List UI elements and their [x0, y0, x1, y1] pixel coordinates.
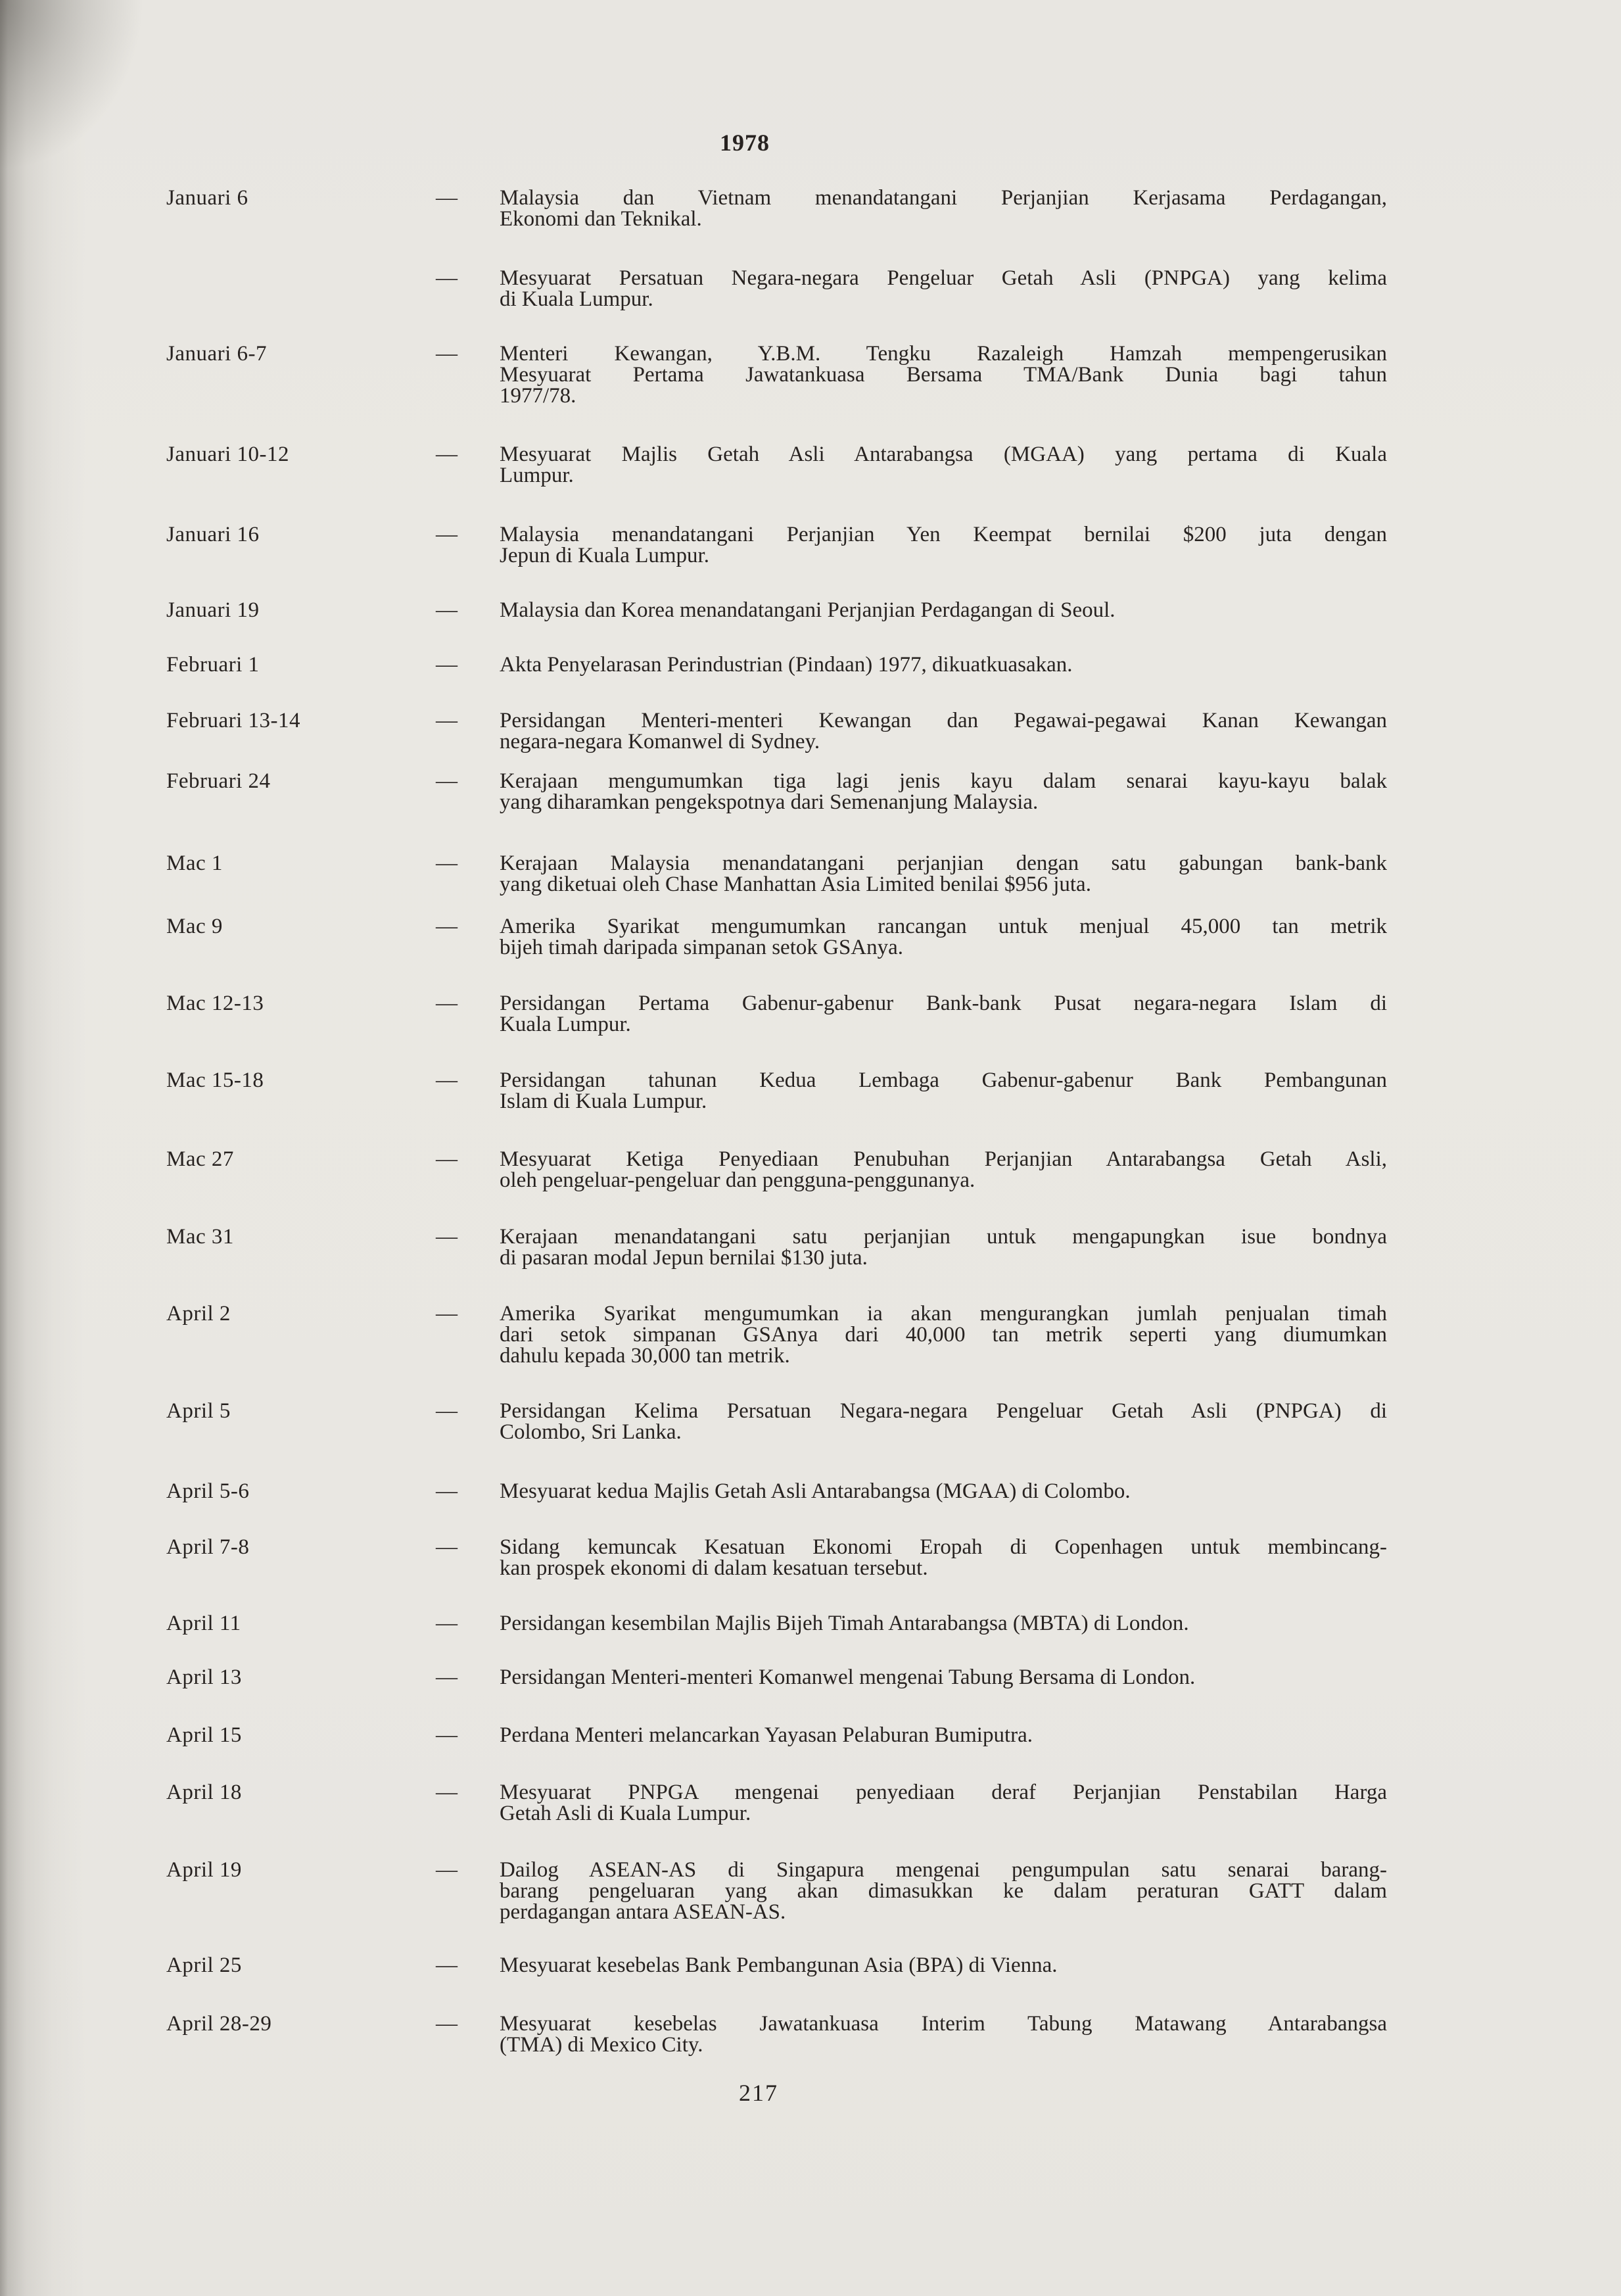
entry-description — [500, 1400, 1387, 1443]
timeline-entry — [166, 343, 1387, 406]
entry-description — [500, 1613, 1387, 1634]
entry-description-line: negara-negara Komanwel di Sydney. — [500, 730, 820, 753]
entry-date: April 7-8 — [166, 1535, 250, 1559]
timeline-entry — [166, 1667, 1387, 1688]
entry-description-line: Jepun di Kuala Lumpur. — [500, 544, 709, 567]
entry-description-line: Ekonomi dan Teknikal. — [500, 207, 702, 231]
entry-date: Mac 27 — [166, 1147, 234, 1171]
entry-dash: — — [436, 1147, 458, 1171]
timeline-entry — [166, 1400, 1387, 1443]
entry-dash: — — [436, 1225, 458, 1249]
entry-description-line: Amerika Syarikat mengumumkan rancangan untuk menjual 45,000 tan metrik — [500, 915, 1387, 938]
entry-description-line: Malaysia menandatangani Perjanjian Yen Keempat bernilai $200 juta dengan — [500, 523, 1387, 546]
entry-description-line: Persidangan Pertama Gabenur-gabenur Bank-bank Pusat negara-negara Islam di — [500, 992, 1387, 1015]
timeline-entry — [166, 268, 1387, 310]
entry-dash: — — [436, 653, 458, 677]
entry-dash: — — [436, 1535, 458, 1559]
entry-description-line: Colombo, Sri Lanka. — [500, 1420, 682, 1444]
timeline-entry — [166, 710, 1387, 752]
timeline-entry — [166, 2013, 1387, 2055]
entry-description-line: Persidangan Kelima Persatuan Negara-negara Pengeluar Getah Asli (PNPGA) di — [500, 1399, 1387, 1423]
entry-date: Mac 12-13 — [166, 992, 264, 1015]
entry-description-line: Amerika Syarikat mengumumkan ia akan mengurangkan jumlah penjualan timah — [500, 1302, 1387, 1326]
entry-description-line: Persidangan Menteri-menteri Kewangan dan Pegawai-pegawai Kanan Kewangan — [500, 709, 1387, 732]
timeline-entry — [166, 654, 1387, 675]
entry-description — [500, 1303, 1387, 1366]
entry-description-line: Mesyuarat kesebelas Jawatankuasa Interim Tabung Matawang Antarabangsa — [500, 2012, 1387, 2036]
entry-description-line: Persidangan tahunan Kedua Lembaga Gabenur-gabenur Bank Pembangunan — [500, 1068, 1387, 1092]
timeline-entry — [166, 916, 1387, 958]
entry-description-line: Perdana Menteri melancarkan Yayasan Pelaburan Bumiputra. — [500, 1723, 1033, 1747]
entry-description-line: barang pengeluaran yang akan dimasukkan ke dalam peraturan GATT dalam — [500, 1879, 1387, 1903]
entry-date: April 19 — [166, 1858, 242, 1882]
timeline-entry — [166, 524, 1387, 566]
entry-dash: — — [436, 709, 458, 732]
entry-dash: — — [436, 769, 458, 793]
entry-date: Mac 1 — [166, 851, 223, 875]
entry-date: Januari 19 — [166, 598, 260, 622]
entry-date: Januari 6 — [166, 186, 248, 210]
entry-dash: — — [436, 442, 458, 466]
entry-date: Februari 24 — [166, 769, 271, 793]
entry-date: Februari 13-14 — [166, 709, 301, 732]
entry-description — [500, 524, 1387, 566]
entry-description-line: 1977/78. — [500, 384, 576, 408]
entry-date: Mac 31 — [166, 1225, 234, 1249]
entry-description-line: bijeh timah daripada simpanan setok GSAnya. — [500, 936, 904, 959]
entry-description — [500, 710, 1387, 752]
entry-dash: — — [436, 266, 458, 290]
timeline-entry — [166, 853, 1387, 895]
timeline-entry — [166, 1955, 1387, 1976]
entry-description-line: Persidangan Menteri-menteri Komanwel mengenai Tabung Bersama di London. — [500, 1665, 1196, 1689]
entry-dash: — — [436, 523, 458, 546]
entry-date: April 28-29 — [166, 2012, 272, 2036]
entry-date: April 11 — [166, 1612, 241, 1635]
entry-description-line: (TMA) di Mexico City. — [500, 2033, 703, 2057]
timeline-entry — [166, 1226, 1387, 1268]
entry-dash: — — [436, 992, 458, 1015]
entry-description-line: Getah Asli di Kuala Lumpur. — [500, 1802, 751, 1825]
entry-description — [500, 916, 1387, 958]
timeline-entry — [166, 1782, 1387, 1824]
entry-description-line: Kuala Lumpur. — [500, 1013, 631, 1036]
entry-description — [500, 853, 1387, 895]
entry-description-line: Malaysia dan Korea menandatangani Perjanjian Perdagangan di Seoul. — [500, 598, 1116, 622]
entry-dash: — — [436, 342, 458, 366]
entry-description-line: yang diketuai oleh Chase Manhattan Asia Limited benilai $956 juta. — [500, 873, 1091, 896]
entry-description — [500, 1955, 1387, 1976]
entry-dash: — — [436, 851, 458, 875]
entry-description-line: kan prospek ekonomi di dalam kesatuan tersebut. — [500, 1556, 928, 1580]
entry-description-line: Kerajaan menandatangani satu perjanjian untuk mengapungkan isue bondnya — [500, 1225, 1387, 1249]
entry-date: Januari 16 — [166, 523, 260, 546]
timeline-entry — [166, 1070, 1387, 1112]
timeline-entry — [166, 1481, 1387, 1502]
entry-date: April 18 — [166, 1781, 242, 1804]
entry-description — [500, 654, 1387, 675]
entry-description-line: Dailog ASEAN-AS di Singapura mengenai pengumpulan satu senarai barang- — [500, 1858, 1387, 1882]
page-number: 217 — [739, 2080, 778, 2106]
timeline-entry — [166, 1149, 1387, 1191]
entry-description — [500, 600, 1387, 621]
entry-description — [500, 1782, 1387, 1824]
entry-dash: — — [436, 1068, 458, 1092]
entry-description — [500, 1859, 1387, 1923]
entry-description-line: Lumpur. — [500, 464, 574, 487]
timeline-entry — [166, 1613, 1387, 1634]
entry-date: Januari 10-12 — [166, 442, 290, 466]
entry-description-line: Akta Penyelarasan Perindustrian (Pindaan) 1977, dikuatkuasakan. — [500, 653, 1073, 677]
timeline-entry — [166, 771, 1387, 813]
entry-description-line: Menteri Kewangan, Y.B.M. Tengku Razaleigh Hamzah mempengerusikan — [500, 342, 1387, 366]
entry-description — [500, 2013, 1387, 2055]
entry-description — [500, 187, 1387, 229]
entry-date: Januari 6-7 — [166, 342, 268, 366]
page-left-edge-shadow — [0, 0, 85, 2296]
entry-dash: — — [436, 1953, 458, 1977]
timeline-entry — [166, 993, 1387, 1035]
entry-date: April 5-6 — [166, 1479, 250, 1503]
entry-date: Mac 9 — [166, 915, 223, 938]
entry-date: Mac 15-18 — [166, 1068, 264, 1092]
timeline-entry — [166, 1303, 1387, 1366]
timeline-entry — [166, 1859, 1387, 1923]
entry-description-line: Mesyuarat PNPGA mengenai penyediaan deraf Perjanjian Penstabilan Harga — [500, 1781, 1387, 1804]
entry-description-line: Kerajaan mengumumkan tiga lagi jenis kayu dalam senarai kayu-kayu balak — [500, 769, 1387, 793]
entry-description — [500, 771, 1387, 813]
entry-description-line: dahulu kepada 30,000 tan metrik. — [500, 1344, 790, 1368]
entry-description-line: perdagangan antara ASEAN-AS. — [500, 1900, 786, 1924]
year-heading: 1978 — [720, 130, 770, 156]
entry-date: April 15 — [166, 1723, 242, 1747]
entry-date: April 25 — [166, 1953, 242, 1977]
entry-description — [500, 343, 1387, 406]
entry-dash: — — [436, 1399, 458, 1423]
entry-description-line: di pasaran modal Jepun bernilai $130 juta. — [500, 1246, 868, 1270]
entry-description-line: oleh pengeluar-pengeluar dan pengguna-penggunanya. — [500, 1168, 975, 1192]
entry-description-line: Sidang kemuncak Kesatuan Ekonomi Eropah di Copenhagen untuk membincang- — [500, 1535, 1387, 1559]
entry-description — [500, 993, 1387, 1035]
entry-dash: — — [436, 915, 458, 938]
entry-description-line: Mesyuarat kesebelas Bank Pembangunan Asia (BPA) di Vienna. — [500, 1953, 1058, 1977]
timeline-entry — [166, 1537, 1387, 1579]
entry-description-line: Mesyuarat kedua Majlis Getah Asli Antarabangsa (MGAA) di Colombo. — [500, 1479, 1131, 1503]
entry-description — [500, 1537, 1387, 1579]
entry-description-line: di Kuala Lumpur. — [500, 287, 653, 311]
timeline-entry — [166, 187, 1387, 229]
entry-description-line: Mesyuarat Pertama Jawatankuasa Bersama TMA/Bank Dunia bagi tahun — [500, 363, 1387, 387]
entry-description-line: Mesyuarat Majlis Getah Asli Antarabangsa (MGAA) yang pertama di Kuala — [500, 442, 1387, 466]
entry-dash: — — [436, 1665, 458, 1689]
entry-description-line: Mesyuarat Persatuan Negara-negara Pengeluar Getah Asli (PNPGA) yang kelima — [500, 266, 1387, 290]
entry-description-line: dari setok simpanan GSAnya dari 40,000 tan metrik seperti yang diumumkan — [500, 1323, 1387, 1347]
entry-description-line: yang diharamkan pengekspotnya dari Semenanjung Malaysia. — [500, 790, 1039, 814]
entry-description-line: Persidangan kesembilan Majlis Bijeh Timah Antarabangsa (MBTA) di London. — [500, 1612, 1189, 1635]
entry-dash: — — [436, 1612, 458, 1635]
timeline-entry — [166, 444, 1387, 486]
entry-description — [500, 444, 1387, 486]
entry-description — [500, 1481, 1387, 1502]
entry-description — [500, 268, 1387, 310]
entry-description — [500, 1149, 1387, 1191]
entry-description-line: Islam di Kuala Lumpur. — [500, 1089, 707, 1113]
timeline-entry — [166, 1725, 1387, 1746]
entry-dash: — — [436, 1302, 458, 1326]
entry-date: April 13 — [166, 1665, 242, 1689]
timeline-entry — [166, 600, 1387, 621]
entry-date: April 2 — [166, 1302, 231, 1326]
entry-description-line: Malaysia dan Vietnam menandatangani Perjanjian Kerjasama Perdagangan, — [500, 186, 1387, 210]
entry-dash: — — [436, 1479, 458, 1503]
entry-dash: — — [436, 598, 458, 622]
entry-dash: — — [436, 2012, 458, 2036]
entry-description — [500, 1226, 1387, 1268]
entry-date: April 5 — [166, 1399, 231, 1423]
entry-description — [500, 1070, 1387, 1112]
entry-description-line: Mesyuarat Ketiga Penyediaan Penubuhan Perjanjian Antarabangsa Getah Asli, — [500, 1147, 1387, 1171]
entry-dash: — — [436, 1723, 458, 1747]
entry-description-line: Kerajaan Malaysia menandatangani perjanjian dengan satu gabungan bank-bank — [500, 851, 1387, 875]
entry-description — [500, 1667, 1387, 1688]
entry-description — [500, 1725, 1387, 1746]
entry-dash: — — [436, 186, 458, 210]
entry-date: Februari 1 — [166, 653, 260, 677]
entry-dash: — — [436, 1781, 458, 1804]
entry-dash: — — [436, 1858, 458, 1882]
